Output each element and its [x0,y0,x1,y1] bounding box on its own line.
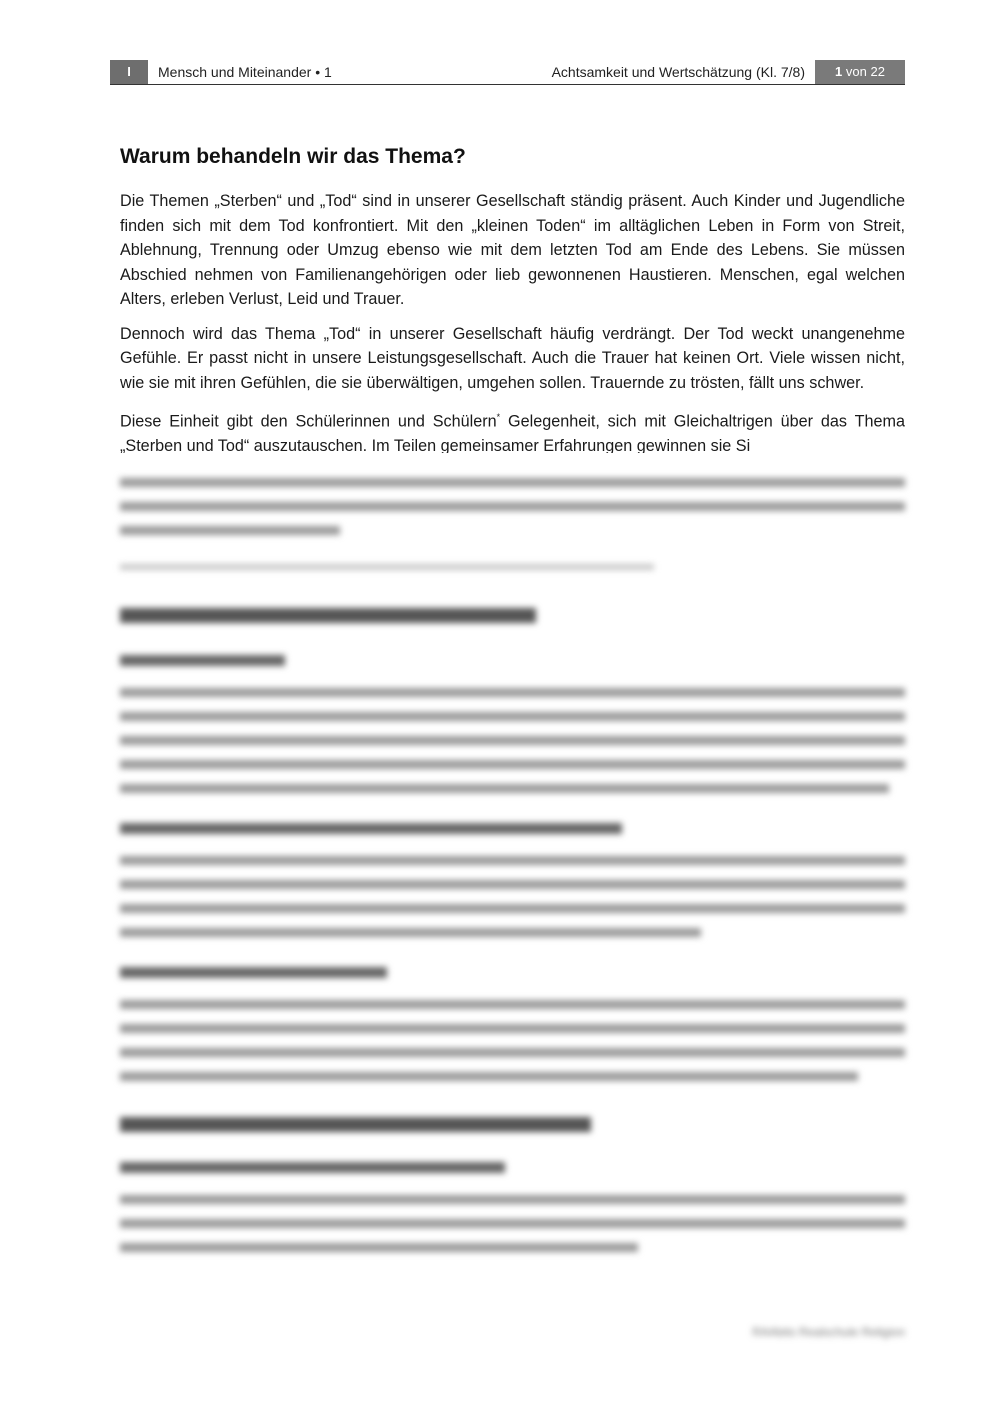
page-total: von 22 [845,64,885,79]
paragraph-1: Die Themen „Sterben“ und „Tod“ sind in unserer Gesellschaft ständig präsent. Auch Kinder und Jugendliche finden sich mit dem Tod konfrontiert. Mit den „kleinen Toden“ im alltäglichen Leben in Form von Streit, Ablehnung, Trennung oder Umzug ebenso wie mit dem letzten Tod am Ende des Lebens. Sie müssen Abschied nehmen von Familienangehörigen oder lieb gewonnenen Haustieren. Menschen, egal welchen Alters, erleben Verlust, Leid und Trauer. [120,192,905,308]
blurred-text-block [120,478,905,550]
blurred-text-block [120,1000,905,1081]
unit-title: Achtsamkeit und Wertschätzung (Kl. 7/8) [551,64,805,80]
publisher-footer: RAAbits Realschule Religion [752,1325,905,1339]
paragraph-2: Dennoch wird das Thema „Tod“ in unserer Gesellschaft häufig verdrängt. Der Tod weckt unangenehme Gefühle. Er passt nicht in unsere Leistungsgesellschaft. Auch die Trauer hat keinen Ort. Viele wissen nicht, wie sie mit ihren Gefühlen, die sie überwältigen, umgehen sollen. Trauernde zu trösten, fällt uns schwer. [120,324,905,392]
blurred-subheading [120,655,285,666]
section-badge: I [110,60,148,84]
blurred-preview-area [120,470,905,1267]
page-indicator [815,60,905,84]
paragraph-3 [120,405,905,453]
blurred-subheading [120,967,387,978]
blurred-text-block [120,688,905,793]
blurred-subheading [120,1162,505,1173]
page-header [110,60,905,85]
paragraph-3-end: Gelegenheit, sich mit Gleichaltrigen über das Thema „Sterben und Tod“ auszutauschen. Im Teilen gemeinsamer Erfahrungen gewinnen sie Si [120,412,905,453]
page-title: Warum behandeln wir das Thema? [120,145,466,168]
blurred-subheading [120,823,622,834]
blurred-text-block [120,1195,905,1252]
blurred-heading [120,1117,591,1132]
page-number: 1 [835,64,843,79]
blurred-text-block [120,856,905,937]
paragraph-3-start: Diese Einheit gibt den Schülerinnen und Schülern [120,412,497,431]
blurred-footnote [120,564,654,570]
footnote-marker: * [496,412,501,422]
blurred-heading [120,608,536,623]
section-title: Mensch und Miteinander • 1 [158,64,332,80]
main-content [120,145,905,463]
